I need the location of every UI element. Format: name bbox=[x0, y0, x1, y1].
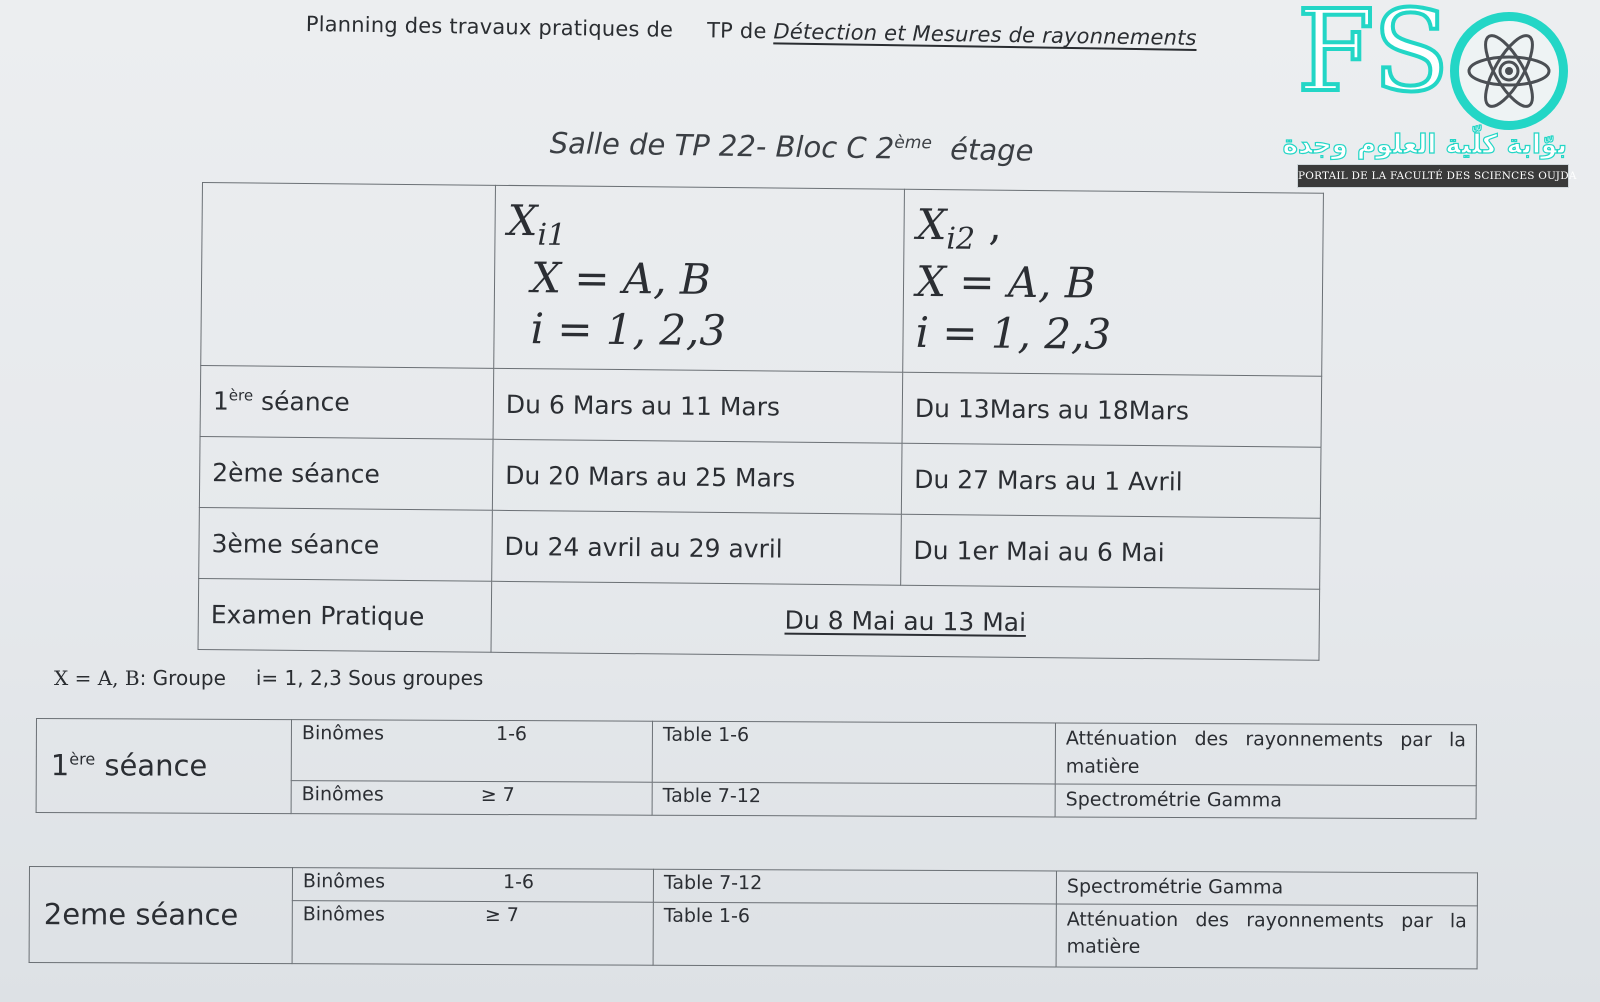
schedule-row bbox=[199, 436, 1321, 518]
header-group-2 bbox=[903, 189, 1324, 376]
logo-letters: FS bbox=[1297, 0, 1448, 117]
experiment-cell: Spectrométrie Gamma bbox=[1055, 784, 1476, 818]
session-1-label: 1ère séance bbox=[36, 719, 291, 814]
group-values: X = A, B bbox=[915, 257, 1097, 308]
group-values: X = A, B bbox=[530, 253, 712, 305]
legend bbox=[54, 666, 483, 690]
session-1-table bbox=[36, 718, 1477, 819]
session-label: 3ème séance bbox=[199, 507, 493, 581]
room-prefix: Salle de TP 22- Bloc C 2 bbox=[549, 126, 895, 166]
session-date-group-1: Du 24 avril au 29 avril bbox=[492, 510, 902, 585]
session-date-group-1: Du 6 Mars au 11 Mars bbox=[493, 368, 903, 443]
var-sub: i1 bbox=[537, 217, 567, 253]
legend-group-math: X = A, B bbox=[54, 666, 140, 690]
header-empty-cell bbox=[201, 183, 496, 369]
room-floor-word: étage bbox=[949, 132, 1034, 168]
tp-subject: Détection et Mesures de rayonnements bbox=[773, 19, 1197, 50]
exam-label: Examen Pratique bbox=[198, 578, 492, 652]
session-date-group-2: Du 13Mars au 18Mars bbox=[902, 372, 1322, 447]
logo-portal-banner: PORTAIL DE LA FACULTÉ DES SCIENCES OUJDA bbox=[1297, 164, 1569, 188]
binomes-cell: Binômes 1-6 bbox=[292, 868, 653, 902]
binomes-cell: Binômes 1-6 bbox=[291, 720, 652, 783]
experiment-cell: Spectrométrie Gamma bbox=[1056, 871, 1477, 905]
binomes-cell: Binômes ≥ 7 bbox=[291, 781, 652, 815]
var-separator: , bbox=[974, 200, 1003, 250]
table-cell: Table 1-6 bbox=[652, 721, 1055, 784]
exam-dates: Du 8 Mai au 13 Mai bbox=[491, 581, 1320, 660]
header-group-1 bbox=[494, 185, 905, 372]
exam-row bbox=[198, 578, 1320, 660]
fso-logo bbox=[1282, 0, 1577, 188]
session-row bbox=[29, 867, 1477, 906]
var-x: X bbox=[507, 195, 538, 246]
planning-label: Planning des travaux pratiques de bbox=[305, 12, 674, 42]
logo-arabic-text: بوّابة كلّية العلوم وجدة bbox=[1282, 130, 1567, 160]
var-sub: i2 bbox=[946, 221, 976, 257]
session-label: 1ère séance bbox=[200, 365, 494, 439]
room-floor-suffix: ème bbox=[894, 132, 933, 154]
var-x: X bbox=[916, 199, 947, 250]
session-2-label: 2eme séance bbox=[29, 867, 292, 964]
session-date-group-1: Du 20 Mars au 25 Mars bbox=[492, 439, 902, 514]
table-cell: Table 7-12 bbox=[652, 782, 1055, 816]
experiment-cell: Atténuation des rayonnements par la matière bbox=[1056, 904, 1477, 969]
experiment-cell: Atténuation des rayonnements par la matière bbox=[1055, 723, 1476, 786]
legend-subgroup-text: i= 1, 2,3 Sous groupes bbox=[255, 666, 484, 690]
session-date-group-2: Du 1er Mai au 6 Mai bbox=[901, 514, 1321, 589]
table-cell: Table 7-12 bbox=[653, 869, 1056, 903]
schedule-header-row bbox=[201, 183, 1324, 377]
schedule-row bbox=[199, 507, 1321, 589]
subgroup-values: i = 1, 2,3 bbox=[530, 303, 727, 355]
binomes-cell: Binômes ≥ 7 bbox=[292, 900, 653, 965]
session-date-group-2: Du 27 Mars au 1 Avril bbox=[901, 443, 1321, 518]
tp-prefix: TP de bbox=[706, 18, 767, 44]
document-title bbox=[306, 12, 1286, 51]
session-2-table bbox=[29, 866, 1478, 969]
subgroup-values: i = 1, 2,3 bbox=[915, 307, 1112, 359]
legend-group-text: : Groupe bbox=[139, 666, 226, 690]
atom-icon bbox=[1450, 12, 1568, 130]
schedule-row bbox=[200, 365, 1322, 447]
session-row bbox=[36, 719, 1476, 786]
schedule-table bbox=[198, 182, 1324, 661]
room-info bbox=[549, 126, 1033, 168]
session-label: 2ème séance bbox=[199, 436, 493, 510]
table-cell: Table 1-6 bbox=[653, 902, 1056, 967]
